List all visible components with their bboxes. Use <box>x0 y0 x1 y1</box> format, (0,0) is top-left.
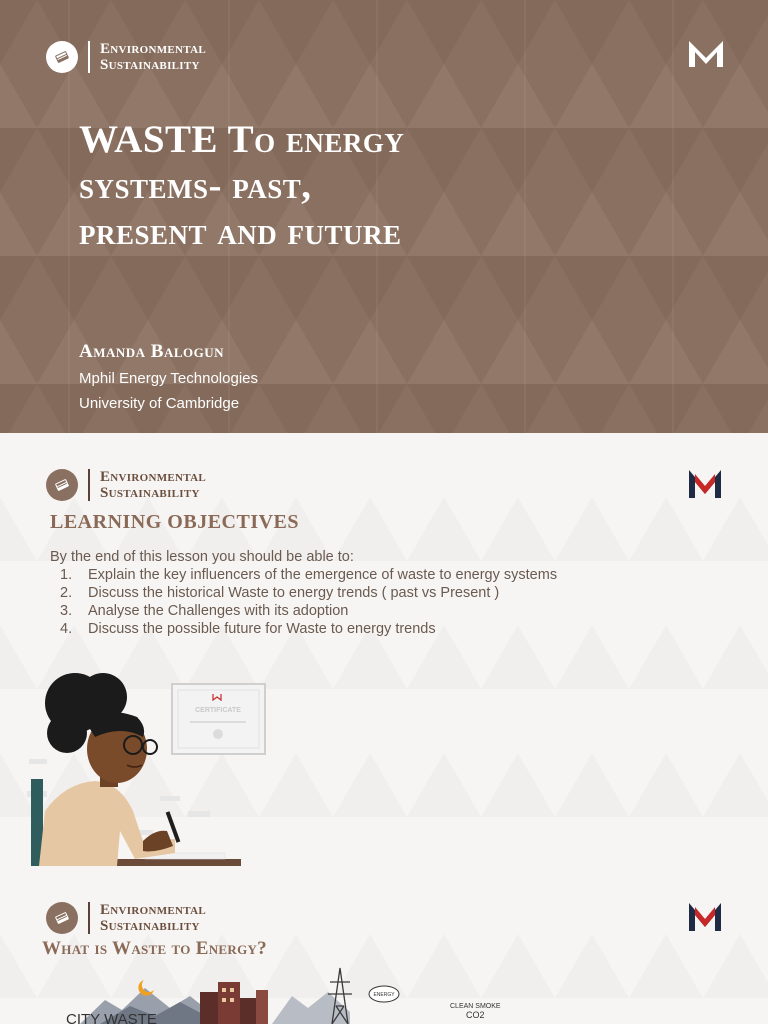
m-logo-icon <box>688 469 722 499</box>
objectives-slide <box>0 433 768 870</box>
student-illustration <box>25 671 275 866</box>
brand-divider <box>88 902 90 934</box>
definition-slide <box>0 870 768 1024</box>
presentation-title: WASTE To energy systems- past, present and future <box>79 118 405 253</box>
brand-name: Environmental Sustainability <box>100 902 206 934</box>
title-slide <box>0 0 768 433</box>
m-logo-icon <box>688 40 724 68</box>
city-waste-illustration <box>60 962 420 1024</box>
objectives-intro: By the end of this lesson you should be able to: <box>50 549 354 565</box>
list-item: 3. Analyse the Challenges with its adoption <box>60 603 349 619</box>
clean-smoke-label: CLEAN SMOKE CO2 <box>450 1003 501 1020</box>
book-icon <box>46 902 78 934</box>
objectives-heading: LEARNING OBJECTIVES <box>50 511 300 533</box>
brand-name: Environmental Sustainability <box>100 41 206 73</box>
moon-icon <box>138 980 154 996</box>
certificate-icon <box>172 684 265 754</box>
author-degree: Mphil Energy Technologies <box>79 370 258 387</box>
brand-divider <box>88 469 90 501</box>
objectives-list <box>60 566 560 638</box>
brand-header <box>46 41 206 73</box>
list-item: 2. Discuss the historical Waste to energy trends ( past vs Present ) <box>60 585 500 601</box>
book-icon <box>46 41 78 73</box>
book-icon <box>46 469 78 501</box>
brand-header <box>46 902 206 934</box>
brand-name: Environmental Sustainability <box>100 469 206 501</box>
m-logo-icon <box>688 902 722 932</box>
definition-heading: What is Waste to Energy? <box>42 938 267 959</box>
author-university: University of Cambridge <box>79 395 240 412</box>
svg-text:CERTIFICATE: CERTIFICATE <box>195 707 241 714</box>
author-name: Amanda Balogun <box>79 341 225 362</box>
svg-text:CITY WASTE: CITY WASTE <box>66 1011 157 1024</box>
brand-divider <box>88 41 90 73</box>
list-item: 1. Explain the key influencers of the emergence of waste to energy systems <box>60 567 558 583</box>
svg-text:ENERGY: ENERGY <box>373 992 395 998</box>
brand-header <box>46 469 206 501</box>
list-item: 4. Discuss the possible future for Waste to energy trends <box>60 621 436 637</box>
